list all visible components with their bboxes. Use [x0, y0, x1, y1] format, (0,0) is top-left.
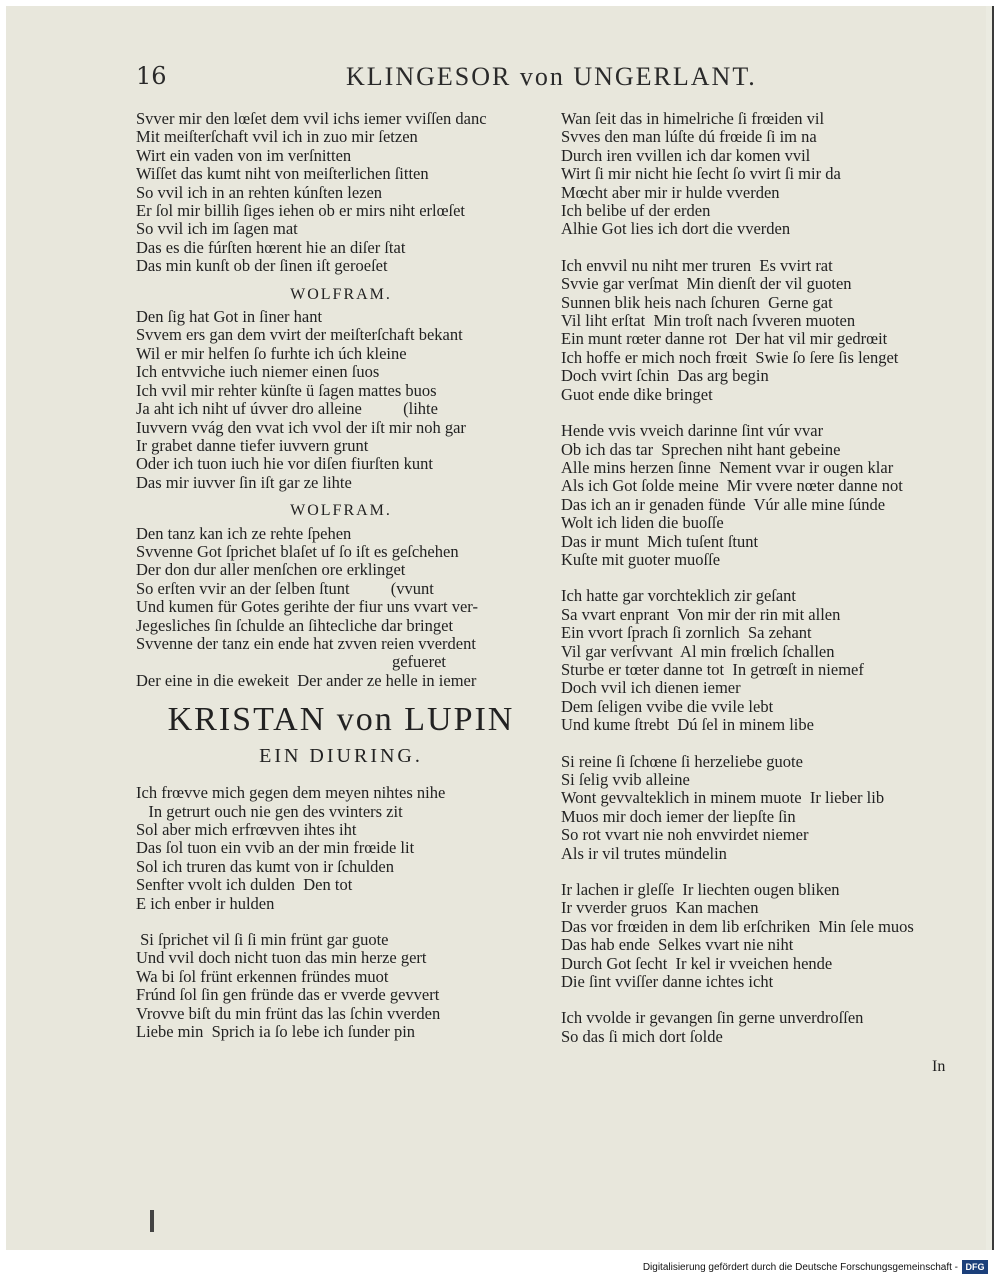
stanza-gap — [561, 569, 971, 587]
section-subtitle: EIN DIURING. — [259, 745, 423, 768]
verse-line: Senfter vvolt ich dulden Den tot — [136, 875, 353, 895]
verse-line: Wirt ſi mir nicht hie ſecht ſo vvirt ſi mir da — [561, 164, 841, 184]
verse-line: Wolt ich liden die buoſſe — [561, 513, 724, 533]
verse-line: Als ir vil trutes mündelin — [561, 843, 727, 863]
verse-line: Svves den man lúſte dú frœide ſi im na — [561, 127, 817, 147]
verse-line: Ich entvviche iuch niemer einen ſuos — [136, 362, 380, 382]
stanza-gap — [561, 239, 971, 257]
verse-line: Oder ich tuon iuch hie vor diſen fiurſten kunt — [136, 454, 433, 474]
verse-line: Ein munt rœter danne rot Der hat vil mir gedrœit — [561, 329, 888, 349]
verse-line: Hende vvis vveich darinne ſint vúr vvar — [561, 421, 824, 441]
verse-line: So erſten vvir an der ſelben ſtunt (vvunt — [136, 578, 434, 598]
right-column — [561, 110, 971, 1046]
verse-line: Iuvvern vvág den vvat ich vvol der iſt mir noh gar — [136, 417, 466, 437]
wolfram-stanza-2 — [136, 525, 546, 654]
stanza — [561, 881, 971, 991]
verse-line: Guot ende dike bringet — [561, 384, 713, 404]
stanza — [561, 110, 971, 239]
verse-line: Ir grabet danne tiefer iuvvern grunt — [136, 435, 369, 455]
verse-line: In getrurt ouch nie gen des vvinters zit — [136, 801, 403, 821]
verse-line: Sa vvart enprant Von mir der rin mit allen — [561, 604, 841, 624]
verse-line: Ich belibe uf der erden — [561, 201, 711, 221]
verse-line: Als ich Got ſolde meine Mir vvere nœter danne not — [561, 476, 903, 496]
speaker-heading: WOLFRAM. — [290, 285, 392, 303]
verse-line: Der don dur aller menſchen ore erklinget — [136, 560, 406, 580]
verse-line: Durch Got ſecht Ir kel ir vveichen hende — [561, 953, 833, 973]
verse-line: So vvil ich in an rehten kúnſten lezen — [136, 182, 383, 202]
verse-line: Si ſelig vvib alleine — [561, 770, 690, 789]
verse-line: Das min kunſt ob der ſinen iſt geroeſet — [136, 256, 388, 276]
verse-line: Ja aht ich niht uf úvver dro alleine (lihte — [136, 399, 438, 419]
verse-line: Wan ſeit das in himelriche ſi frœiden vil — [561, 109, 825, 128]
section-title: KRISTAN von LUPIN — [167, 701, 515, 739]
verse-line: Ob ich das tar Sprechen niht hant gebeine — [561, 439, 841, 459]
verse-line: Wont gevvalteklich in minem muote Ir lieber lib — [561, 788, 885, 808]
verse-line: Si ſprichet vil ſi ſi min frünt gar guote — [136, 930, 389, 950]
verse-line: Wiſſet das kumt niht von meiſterlichen ſitten — [136, 164, 429, 184]
verse-line: Er ſol mir billih ſiges iehen ob er mirs niht erlœſet — [136, 201, 466, 221]
verse-line: Doch vvil ich dienen iemer — [561, 678, 741, 698]
verse-line: Kuſte mit guoter muoſſe — [561, 549, 721, 569]
verse-line: So das ſi mich dort ſolde — [561, 1026, 723, 1046]
verse-line: Den tanz kan ich ze rehte ſpehen — [136, 523, 352, 543]
verse-line: Das ſol tuon ein vvib an der min frœide lit — [136, 838, 415, 858]
verse-line: Sol ich truren das kumt von ir ſchulden — [136, 856, 394, 876]
verse-line: Das ich an ir genaden fünde Vúr alle mine ſúnde — [561, 494, 886, 514]
stanza — [561, 587, 971, 734]
page-number: 16 — [136, 62, 167, 90]
verse-line: Durch iren vvillen ich dar komen vvil — [561, 145, 811, 165]
scanned-page — [6, 6, 994, 1250]
verse-line: So rot vvart nie noh envvirdet niemer — [561, 825, 809, 845]
stanza-gap — [136, 913, 546, 931]
verse-line: Sturbe er tœter danne tot In getrœſt in niemef — [561, 659, 864, 679]
stanza — [561, 257, 971, 404]
verse-line: Wirt ein vaden von im verſnitten — [136, 145, 352, 165]
verse-line: Ich vvolde ir gevangen ſin gerne unverdroſſen — [561, 1008, 864, 1028]
verse-line: Si reine ſi ſchœne ſi herzeliebe guote — [561, 751, 803, 771]
footer-credit: Digitalisierung gefördert durch die Deutsche Forschungsgemeinschaft - — [642, 1262, 958, 1273]
verse-line: Das vor frœiden in dem lib erſchriken Min ſele muos — [561, 916, 914, 936]
stanza-gap — [561, 404, 971, 422]
catchword: In — [932, 1058, 946, 1075]
speaker-heading: WOLFRAM. — [290, 502, 392, 520]
verse-line: Ir vverder gruos Kan machen — [561, 898, 759, 918]
running-title: KLINGESOR von UNGERLANT. — [346, 62, 757, 91]
verse-line: Vil gar verſvvant Al min frœlich ſchallen — [561, 641, 835, 661]
stanza-gap — [561, 735, 971, 753]
stanza — [561, 1009, 971, 1046]
verse-line: Das hab ende Selkes vvart nie niht — [561, 935, 794, 955]
verse-line: E ich enber ir hulden — [136, 893, 275, 913]
verse-line: Ein vvort ſprach ſi zornlich Sa zehant — [561, 623, 812, 643]
verse-line: Vil liht erſtat Min troſt nach ſvveren muoten — [561, 311, 856, 331]
verse-line: Das ir munt Mich tuſent ſtunt — [561, 531, 759, 551]
verse-line: Vrovve biſt du min frünt das las ſchin vverden — [136, 1003, 441, 1023]
verse-line: Svver mir den lœſet dem vvil ichs iemer vviſſen danc — [136, 109, 487, 128]
stanza-gap — [561, 991, 971, 1009]
verse-line: Der eine in die ewekeit Der ander ze helle in iemer — [136, 670, 477, 690]
book-page — [6, 6, 986, 1250]
verse-line: Alle mins herzen ſinne Nement vvar ir ougen klar — [561, 457, 894, 477]
verse-line: Wil er mir helfen ſo furhte ich úch kleine — [136, 343, 407, 363]
verse-line: Svvenne der tanz ein ende hat zvven reien vverdent — [136, 633, 476, 653]
verse-line: Ich hatte gar vorchteklich zir geſant — [561, 586, 797, 606]
verse-line: Und kume ſtrebt Dú ſel in minem libe — [561, 715, 814, 735]
verse-line: Svvem ers gan dem vvirt der meiſterſchaft bekant — [136, 325, 463, 345]
verse-line: Das mir iuvver ſin iſt gar ze lihte — [136, 472, 352, 492]
left-column — [136, 110, 546, 1041]
verse-line: Ich vvil mir rehter künſte ü ſagen mattes buos — [136, 380, 437, 400]
verse-line: Svvenne Got ſprichet blaſet uf ſo iſt es geſchehen — [136, 541, 459, 561]
opening-stanza — [136, 110, 546, 276]
verse-line: Den ſig hat Got in ſiner hant — [136, 307, 323, 327]
verse-line: Das es die fúrſten hœrent hie an diſer ſtat — [136, 237, 406, 257]
verse-line: Sol aber mich erfrœvven ihtes iht — [136, 820, 357, 839]
verse-line: Liebe min Sprich ia ſo lebe ich ſunder pin — [136, 1022, 416, 1042]
dfg-logo: DFG — [962, 1260, 988, 1274]
verse-line: Muos mir doch iemer der liepſte ſin — [561, 806, 796, 826]
verse-line: Wa bi ſol frünt erkennen fründes muot — [136, 966, 389, 986]
verse-line: Die ſint vviſſer danne ichtes icht — [561, 972, 774, 992]
verse-line: So vvil ich im ſagen mat — [136, 219, 298, 239]
verse-line: Und vvil doch nicht tuon das min herze gert — [136, 948, 427, 968]
verse-line: Mit meiſterſchaft vvil ich in zuo mir ſetzen — [136, 127, 418, 147]
verse-line: Sunnen blik heis nach ſchuren Gerne gat — [561, 292, 833, 312]
verse-line: Mœcht aber mir ir hulde vverden — [561, 182, 780, 202]
ink-mark — [150, 1210, 154, 1232]
wolfram-stanza-1 — [136, 308, 546, 492]
stanza — [561, 422, 971, 569]
verse-line: Dem ſeligen vvibe die vvile lebt — [561, 696, 774, 716]
verse-line: Svvie gar verſmat Min dienſt der vil guoten — [561, 274, 852, 294]
kristan-stanza-2 — [136, 931, 546, 1041]
stanza-gap — [561, 863, 971, 881]
runover-word: gefueret — [391, 652, 446, 672]
kristan-stanza-1 — [136, 784, 546, 913]
verse-line: Alhie Got lies ich dort die vverden — [561, 219, 791, 239]
verse-line: Ir lachen ir gleſſe Ir liechten ougen bliken — [561, 880, 840, 900]
verse-line: Und kumen für Gotes gerihte der fiur uns vvart ver- — [136, 597, 478, 617]
verse-line: Jegesliches ſin ſchulde an ſihtecliche dar bringet — [136, 615, 454, 635]
verse-line: Ich envvil nu niht mer truren Es vvirt rat — [561, 255, 833, 275]
verse-line: Ich frœvve mich gegen dem meyen nihtes nihe — [136, 783, 446, 803]
stanza — [561, 753, 971, 863]
verse-line: Frúnd ſol ſin gen fründe das er vverde gevvert — [136, 985, 440, 1005]
verse-line: Doch vvirt ſchin Das arg begin — [561, 366, 769, 386]
verse-line: Ich hoffe er mich noch frœit Swie ſo ſere ſis lenget — [561, 347, 899, 367]
